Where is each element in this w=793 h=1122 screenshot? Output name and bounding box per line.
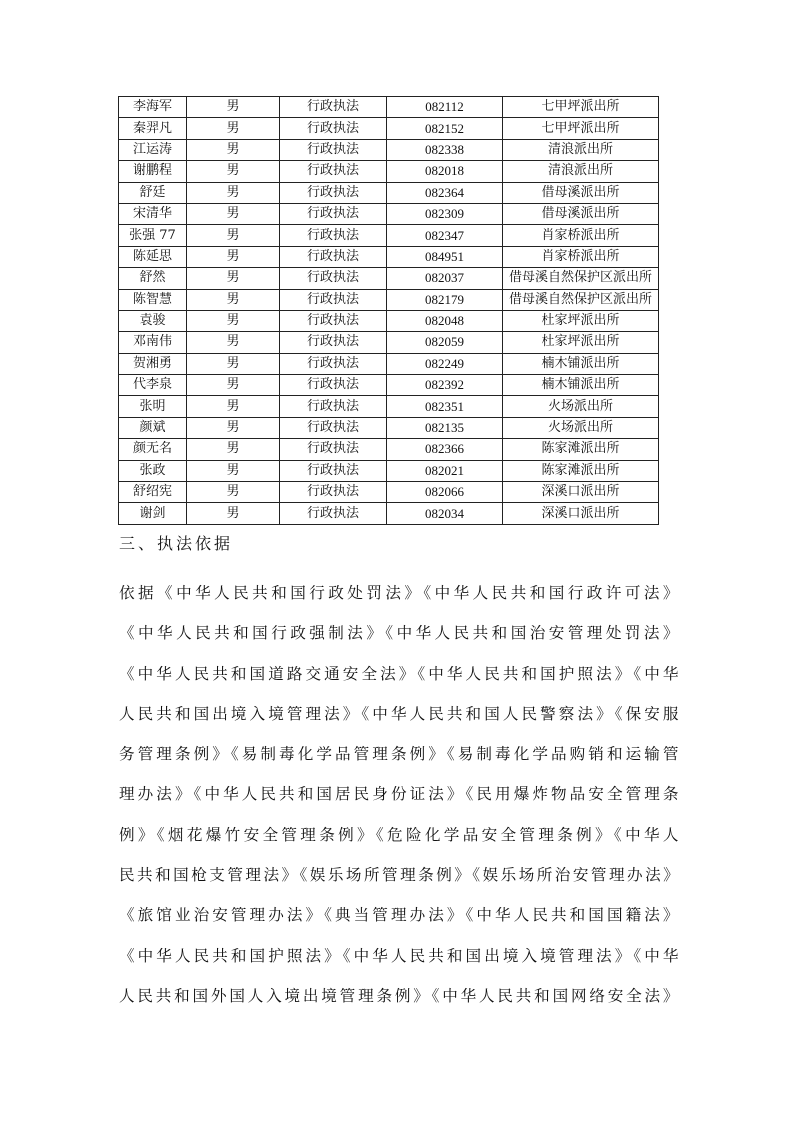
unit-cell: 火场派出所 [503, 417, 659, 438]
unit-cell: 杜家坪派出所 [503, 332, 659, 353]
paragraph-line: 务管理条例》《易制毒化学品管理条例》《易制毒化学品购销和运输管 [119, 745, 681, 764]
table-row [119, 439, 659, 460]
unit-cell: 肖家桥派出所 [503, 246, 659, 267]
duty-type-cell: 行政执法 [280, 203, 387, 224]
personnel-table-body [119, 97, 659, 525]
person-name-cell: 袁骏 [119, 310, 187, 331]
gender-cell: 男 [187, 246, 280, 267]
unit-cell: 借母溪派出所 [503, 182, 659, 203]
table-row [119, 246, 659, 267]
table-row [119, 139, 659, 160]
duty-type-cell: 行政执法 [280, 353, 387, 374]
person-name-cell: 李海军 [119, 97, 187, 118]
person-name-cell: 舒廷 [119, 182, 187, 203]
badge-number-cell: 082034 [387, 503, 503, 524]
person-name-cell: 陈智慧 [119, 289, 187, 310]
paragraph-line: 《旅馆业治安管理办法》《典当管理办法》《中华人民共和国国籍法》 [119, 906, 681, 925]
person-name-cell: 张强 77 [119, 225, 187, 246]
table-row [119, 310, 659, 331]
table-row [119, 203, 659, 224]
gender-cell: 男 [187, 310, 280, 331]
duty-type-cell: 行政执法 [280, 375, 387, 396]
gender-cell: 男 [187, 161, 280, 182]
table-row [119, 332, 659, 353]
gender-cell: 男 [187, 503, 280, 524]
paragraph-line: 人民共和国外国人入境出境管理条例》《中华人民共和国网络安全法》 [119, 986, 681, 1005]
badge-number-cell: 082351 [387, 396, 503, 417]
table-row [119, 118, 659, 139]
table-row [119, 289, 659, 310]
person-name-cell: 宋清华 [119, 203, 187, 224]
gender-cell: 男 [187, 482, 280, 503]
person-name-cell: 贺湘勇 [119, 353, 187, 374]
duty-type-cell: 行政执法 [280, 97, 387, 118]
unit-cell: 借母溪自然保护区派出所 [503, 268, 659, 289]
duty-type-cell: 行政执法 [280, 289, 387, 310]
paragraph-line: 《中华人民共和国护照法》《中华人民共和国出境入境管理法》《中华 [119, 946, 681, 965]
table-row [119, 161, 659, 182]
paragraph-line: 《中华人民共和国行政强制法》《中华人民共和国治安管理处罚法》 [119, 624, 681, 643]
gender-cell: 男 [187, 460, 280, 481]
duty-type-cell: 行政执法 [280, 332, 387, 353]
unit-cell: 七甲坪派出所 [503, 118, 659, 139]
badge-number-cell: 082392 [387, 375, 503, 396]
legal-basis-paragraph [119, 573, 681, 1016]
duty-type-cell: 行政执法 [280, 460, 387, 481]
duty-type-cell: 行政执法 [280, 246, 387, 267]
paragraph-line: 理办法》《中华人民共和国居民身份证法》《民用爆炸物品安全管理条 [119, 785, 681, 804]
duty-type-cell: 行政执法 [280, 182, 387, 203]
badge-number-cell: 082021 [387, 460, 503, 481]
badge-number-cell: 082037 [387, 268, 503, 289]
paragraph-line: 《中华人民共和国道路交通安全法》《中华人民共和国护照法》《中华 [119, 664, 681, 683]
person-name-cell: 陈延思 [119, 246, 187, 267]
duty-type-cell: 行政执法 [280, 161, 387, 182]
unit-cell: 借母溪派出所 [503, 203, 659, 224]
badge-number-cell: 082309 [387, 203, 503, 224]
duty-type-cell: 行政执法 [280, 439, 387, 460]
gender-cell: 男 [187, 225, 280, 246]
gender-cell: 男 [187, 289, 280, 310]
gender-cell: 男 [187, 182, 280, 203]
section-heading: 三、执法依据 [119, 534, 234, 553]
table-row [119, 353, 659, 374]
gender-cell: 男 [187, 417, 280, 438]
paragraph-line: 民共和国枪支管理法》《娱乐场所管理条例》《娱乐场所治安管理办法》 [119, 866, 681, 885]
unit-cell: 肖家桥派出所 [503, 225, 659, 246]
unit-cell: 深溪口派出所 [503, 503, 659, 524]
gender-cell: 男 [187, 203, 280, 224]
duty-type-cell: 行政执法 [280, 417, 387, 438]
person-name-cell: 邓南伟 [119, 332, 187, 353]
badge-number-cell: 082059 [387, 332, 503, 353]
badge-number-cell: 082249 [387, 353, 503, 374]
badge-number-cell: 082135 [387, 417, 503, 438]
gender-cell: 男 [187, 375, 280, 396]
unit-cell: 清浪派出所 [503, 139, 659, 160]
badge-number-cell: 082066 [387, 482, 503, 503]
badge-number-cell: 082048 [387, 310, 503, 331]
duty-type-cell: 行政执法 [280, 503, 387, 524]
person-name-cell: 颜斌 [119, 417, 187, 438]
duty-type-cell: 行政执法 [280, 310, 387, 331]
table-row [119, 417, 659, 438]
unit-cell: 清浪派出所 [503, 161, 659, 182]
duty-type-cell: 行政执法 [280, 396, 387, 417]
badge-number-cell: 084951 [387, 246, 503, 267]
unit-cell: 陈家滩派出所 [503, 439, 659, 460]
table-row [119, 396, 659, 417]
badge-number-cell: 082112 [387, 97, 503, 118]
table-row [119, 268, 659, 289]
person-name-cell: 谢剑 [119, 503, 187, 524]
badge-number-cell: 082364 [387, 182, 503, 203]
table-row [119, 182, 659, 203]
paragraph-line: 依据《中华人民共和国行政处罚法》《中华人民共和国行政许可法》 [119, 584, 681, 602]
gender-cell: 男 [187, 439, 280, 460]
gender-cell: 男 [187, 268, 280, 289]
personnel-table [118, 96, 659, 525]
gender-cell: 男 [187, 97, 280, 118]
table-row [119, 503, 659, 524]
duty-type-cell: 行政执法 [280, 118, 387, 139]
person-name-cell: 江运涛 [119, 139, 187, 160]
gender-cell: 男 [187, 118, 280, 139]
badge-number-cell: 082338 [387, 139, 503, 160]
unit-cell: 楠木铺派出所 [503, 375, 659, 396]
unit-cell: 深溪口派出所 [503, 482, 659, 503]
badge-number-cell: 082152 [387, 118, 503, 139]
table-row [119, 460, 659, 481]
paragraph-line: 例》《烟花爆竹安全管理条例》《危险化学品安全管理条例》《中华人 [119, 825, 681, 844]
unit-cell: 楠木铺派出所 [503, 353, 659, 374]
person-name-cell: 代李泉 [119, 375, 187, 396]
table-row [119, 225, 659, 246]
person-name-cell: 舒绍宪 [119, 482, 187, 503]
gender-cell: 男 [187, 139, 280, 160]
person-name-cell: 张政 [119, 460, 187, 481]
table-row [119, 482, 659, 503]
badge-number-cell: 082366 [387, 439, 503, 460]
person-name-cell: 颜无名 [119, 439, 187, 460]
badge-number-cell: 082018 [387, 161, 503, 182]
gender-cell: 男 [187, 332, 280, 353]
table-row [119, 375, 659, 396]
person-name-cell: 张明 [119, 396, 187, 417]
unit-cell: 火场派出所 [503, 396, 659, 417]
gender-cell: 男 [187, 396, 280, 417]
unit-cell: 杜家坪派出所 [503, 310, 659, 331]
duty-type-cell: 行政执法 [280, 482, 387, 503]
paragraph-line: 人民共和国出境入境管理法》《中华人民共和国人民警察法》《保安服 [119, 704, 681, 723]
duty-type-cell: 行政执法 [280, 225, 387, 246]
badge-number-cell: 082179 [387, 289, 503, 310]
table-row [119, 97, 659, 118]
unit-cell: 七甲坪派出所 [503, 97, 659, 118]
unit-cell: 借母溪自然保护区派出所 [503, 289, 659, 310]
gender-cell: 男 [187, 353, 280, 374]
unit-cell: 陈家滩派出所 [503, 460, 659, 481]
duty-type-cell: 行政执法 [280, 139, 387, 160]
person-name-cell: 舒然 [119, 268, 187, 289]
person-name-cell: 秦羿凡 [119, 118, 187, 139]
badge-number-cell: 082347 [387, 225, 503, 246]
person-name-cell: 谢鹏程 [119, 161, 187, 182]
duty-type-cell: 行政执法 [280, 268, 387, 289]
